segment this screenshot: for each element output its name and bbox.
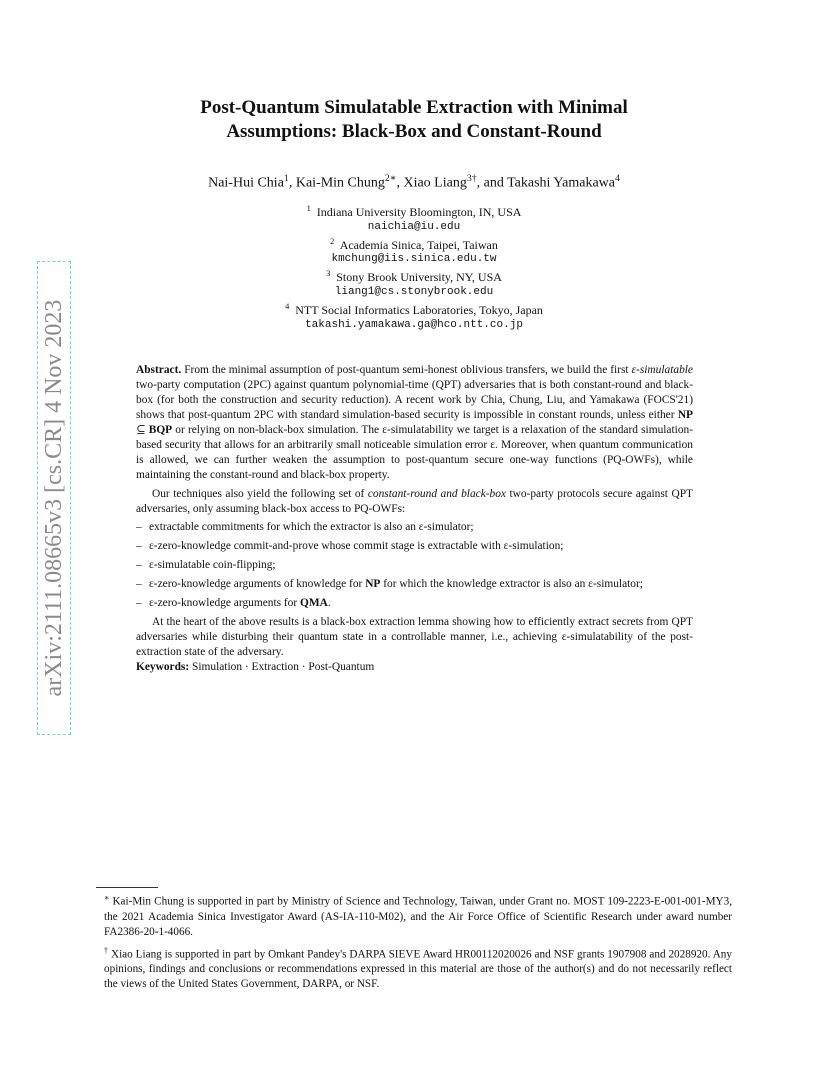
affiliation-name: Academia Sinica, Taipei, Taiwan xyxy=(339,237,498,252)
list-item-text: . xyxy=(327,597,331,609)
protocol-list xyxy=(136,520,693,611)
arxiv-sidebar-stamp xyxy=(18,260,67,736)
affiliation-name: NTT Social Informatics Laboratories, Tokyo, Japan xyxy=(295,302,543,317)
author-mark: 4 xyxy=(614,173,620,184)
affiliation xyxy=(100,235,728,253)
affiliation-email[interactable]: kmchung@iis.sinica.edu.tw xyxy=(331,253,497,266)
footnote-rule xyxy=(96,887,158,888)
keywords-text: Simulation · Extraction · Post-Quantum xyxy=(192,661,375,673)
complexity-class-qma: QMA xyxy=(300,597,328,609)
complexity-class-np: NP xyxy=(677,409,693,421)
list-item xyxy=(136,596,693,611)
complexity-class-np: NP xyxy=(365,578,381,590)
list-item: – extractable commitments for which the extractor is also an ε-simulator; xyxy=(136,520,693,535)
author-name: Xiao Liang xyxy=(403,175,467,191)
author-name: Kai-Min Chung xyxy=(295,175,385,191)
affiliation-number: 4 xyxy=(285,301,290,311)
affiliation-email[interactable]: liang1@cs.stonybrook.edu xyxy=(334,285,494,298)
footnote-mark: † xyxy=(104,945,109,955)
affiliation xyxy=(100,202,728,220)
affiliation-email[interactable]: naichia@iu.edu xyxy=(367,220,461,233)
affiliation xyxy=(100,267,728,285)
footnote xyxy=(96,943,732,993)
abstract-text: or relying on non-black-box simulation. The ε-simulatability we target is a relaxation of the standard simulation-based security that allows for an arbitrarily small noticeable simulation error ε. Moreover, when quantum communication is allowed, we can further weaken the assumption to post-quantum secure one-way functions (PQ-OWFs), while maintaining the constant-round and black-box property. xyxy=(136,424,693,481)
footnote-text: Kai-Min Chung is supported in part by Ministry of Science and Technology, Taiwan, under Grant no. MOST 109-2223-E-001-001-MY3, the 2021 Academia Sinica Investigator Award (AS-IA-110-M02), and the Air Force Office of Scientific Research under award number FA2386-20-1-4066. xyxy=(104,895,732,938)
keywords xyxy=(136,660,693,675)
abstract-text: Our techniques also yield the following set of xyxy=(152,488,368,500)
subset-symbol: ⊆ xyxy=(136,424,149,436)
author-separator: , xyxy=(396,175,404,191)
affiliation xyxy=(100,300,728,318)
author-separator: , and xyxy=(476,175,508,191)
affiliation-name: Stony Brook University, NY, USA xyxy=(336,270,502,285)
affiliation-email[interactable]: takashi.yamakawa.ga@hco.ntt.co.jp xyxy=(305,318,523,331)
author-mark: 2∗ xyxy=(384,173,397,184)
author-separator: , xyxy=(288,175,296,191)
title-line-1: Post-Quantum Simulatable Extraction with Minimal xyxy=(200,97,628,118)
list-item: – ε-zero-knowledge commit-and-prove whose commit stage is extractable with ε-simulation; xyxy=(136,539,693,554)
arxiv-identifier[interactable]: arXiv:2111.08665v3 [cs.CR] 4 Nov 2023 xyxy=(36,260,72,736)
abstract-paragraph-3: At the heart of the above results is a black-box extraction lemma showing how to efficiently extract secrets from QPT adversaries while disturbing their quantum state in a controllable manner, i.e., achieving ε-simulatability of the post-extraction state of the adversary. xyxy=(136,616,693,658)
list-item-text: ε-zero-knowledge arguments for xyxy=(149,597,301,609)
affiliation-name: Indiana University Bloomington, IN, USA xyxy=(316,205,522,219)
title-line-2: Assumptions: Black-Box and Constant-Round xyxy=(226,121,602,142)
footnotes xyxy=(96,887,732,995)
list-item-text: for which the knowledge extractor is also an ε-simulator; xyxy=(380,578,643,590)
abstract-text: two-party computation (2PC) against quantum polynomial-time (QPT) adversaries that is both constant-round and black-box (for both the construction and security reduction). A recent work by Chia, Chung, Liu, and Yamakawa (FOCS'21) shows that post-quantum 2PC with standard simulation-based security is impossible in constant rounds, unless either xyxy=(136,379,693,421)
list-item: – ε-simulatable coin-flipping; xyxy=(136,558,693,573)
abstract-text: two-party protocols secure against QPT adversaries, only assuming black-box access to PQ-OWFs: xyxy=(136,488,693,515)
author-mark: 1 xyxy=(283,173,289,184)
complexity-class-bqp: BQP xyxy=(148,424,173,436)
footnote-mark: ∗ xyxy=(104,893,110,902)
abstract-paragraph-2 xyxy=(136,487,693,517)
list-item-text: ε-zero-knowledge arguments of knowledge for xyxy=(149,578,366,590)
paper-title xyxy=(100,96,728,144)
affiliation-block xyxy=(100,202,728,332)
abstract-label: Abstract. xyxy=(136,364,182,376)
author-list xyxy=(100,173,728,192)
keywords-label: Keywords: xyxy=(136,661,190,673)
footnote xyxy=(96,890,732,940)
list-item xyxy=(136,577,693,592)
abstract-emphasis: constant-round and black-box xyxy=(367,488,506,500)
footnote-text: Xiao Liang is supported in part by Omkant Pandey's DARPA SIEVE Award HR00112020026 and NSF grants 1907908 and 2028920. Any opinions, findings and conclusions or recommendations expressed in this material are those of the author(s) and do not necessarily reflect the views of the United States Government, DARPA, or NSF. xyxy=(104,948,732,991)
abstract-text: From the minimal assumption of post-quantum semi-honest oblivious transfers, we build the first xyxy=(184,364,632,376)
affiliation-number: 3 xyxy=(326,269,331,279)
affiliation-number: 1 xyxy=(306,204,311,213)
affiliation-number: 2 xyxy=(330,236,335,246)
author-name: Nai-Hui Chia xyxy=(208,175,284,191)
author-name: Takashi Yamakawa xyxy=(507,175,615,191)
author-mark: 3† xyxy=(466,173,477,184)
abstract xyxy=(136,363,693,675)
abstract-emphasis: ε-simulatable xyxy=(631,364,693,376)
abstract-paragraph-1 xyxy=(136,363,693,483)
